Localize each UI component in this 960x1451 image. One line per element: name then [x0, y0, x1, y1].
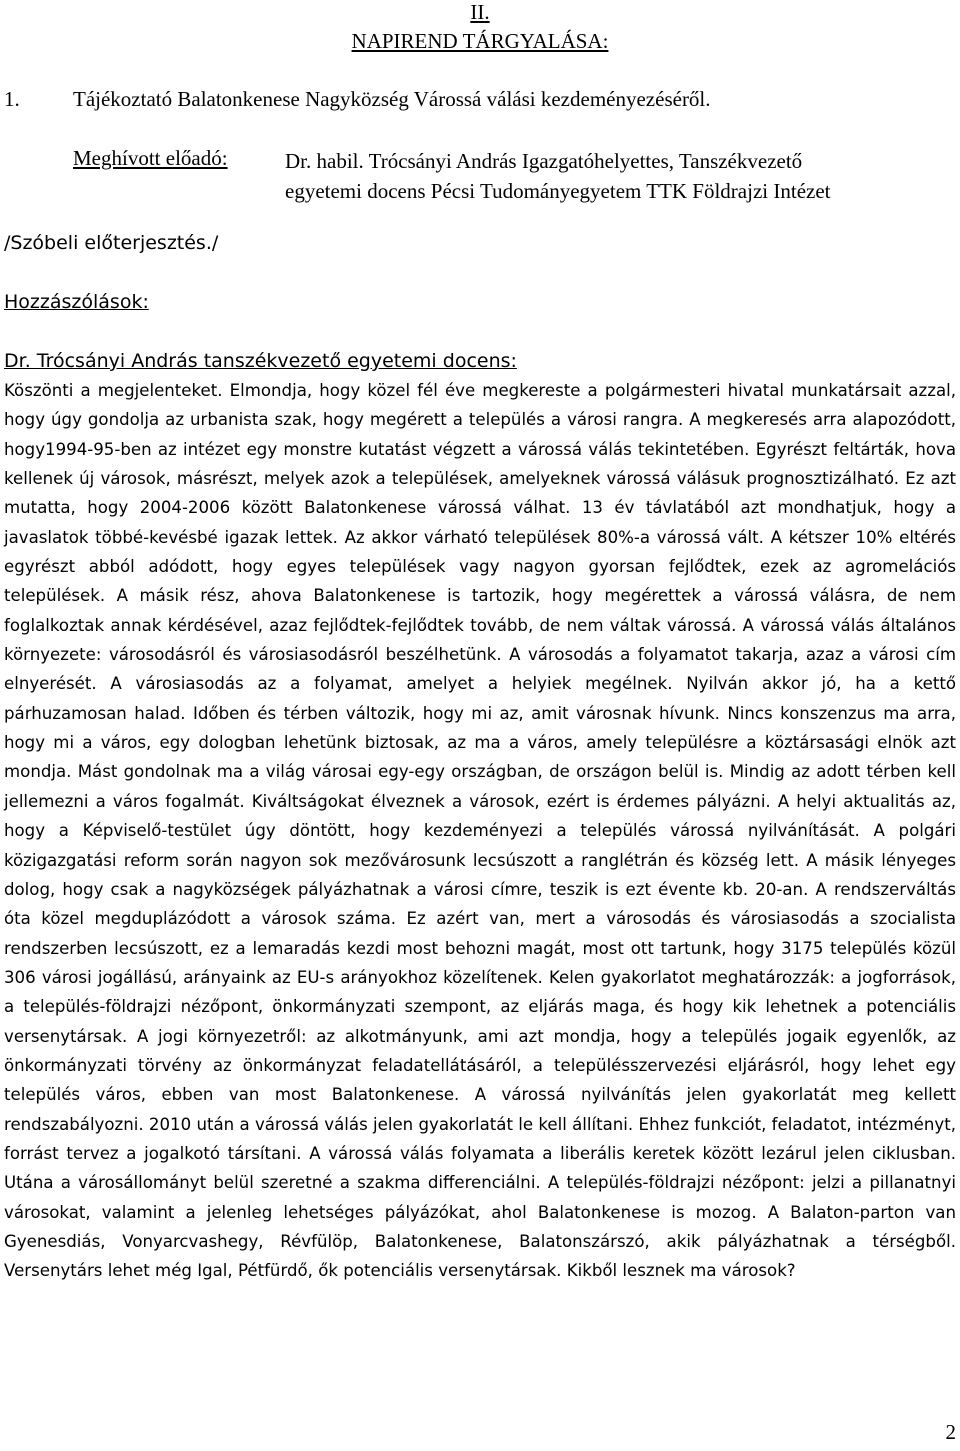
agenda-item: [4, 87, 711, 111]
page-title: NAPIREND TÁRGYALÁSA:: [351, 29, 609, 53]
invited-presenter-label: Meghívott előadó:: [73, 146, 228, 170]
section-number: II.: [470, 0, 490, 24]
presenter-name-line-2: egyetemi docens Pécsi Tudományegyetem TTK Földrajzi Intézet: [285, 179, 831, 203]
speaker-name: Dr. Trócsányi András tanszékvezető egyetemi docens:: [4, 350, 517, 372]
invited-presenter: [285, 146, 955, 206]
presenter-name-line-1: Dr. habil. Trócsányi András Igazgatóhelyettes, Tanszékvezető: [285, 149, 803, 173]
speech-body: Köszönti a megjelenteket. Elmondja, hogy közel fél éve megkereste a polgármesteri hivatal munkatársait azzal, hogy úgy gondolja az urbanista szak, hogy megérett a település a városi rangra. A megkeresés arra alapozódott, hogy1994-95-ben az intézet egy monstre kutatást végzett a várossá válás tekintetében. Egyrészt feltárták, hova kellenek új városok, másrészt, melyek azok a települések, amelyeknek várossá válásuk prognosztizálható. Ez azt mutatta, hogy 2004-2006 között Balatonkenese várossá válhat. 13 év távlatából azt mondhatjuk, hogy a javaslatok többé-kevésbé igazak lettek. Az akkor várható települések 80%-a várossá vált. A kétszer 10% eltérés egyrészt abból adódott, hogy egyes települések vagy nagyon gyorsan fejlődtek, ezek az agromelációs települések. A másik rész, ahova Balatonkenese is tartozik, hogy megérettek a várossá válásra, de nem foglalkoztak annak kérdésével, azaz fejlődtek-fejlődtek tovább, de nem váltak várossá. A várossá válás általános környezete: városodásról és városiasodásról beszélhetünk. A városodás a folyamatot takarja, azaz a városi cím elnyerését. A városiasodás az a folyamat, amelyet a helyiek megélnek. Nyilván akkor jó, ha a kettő párhuzamosan halad. Időben és térben változik, hogy mi az, amit városnak hívunk. Nincs konszenzus ma arra, hogy mi a város, egy dologban lehetünk biztosak, az ma a város, amely településre a köztársasági elnök azt mondja. Mást gondolnak ma a világ városai egy-egy országban, de országon belül is. Mindig az adott térben kell jellemezni a város fogalmát. Kiváltságokat élveznek a városok, ezért is érdemes pályázni. A helyi aktualitás az, hogy a Képviselő-testület úgy döntött, hogy kezdeményezi a település várossá nyilvánítását. A polgári közigazgatási reform során nagyon sok mezővárosunk lecsúszott a ranglétrán és község lett. A másik lényeges dolog, hogy csak a nagyközségek pályázhatnak a városi címre, teszik is ezt évente kb. 20-an. A rendszerváltás óta közel megduplázódott a városok száma. Ez azért van, mert a városodás és városiasodás a szocialista rendszerben lecsúszott, ez a lemaradás kezdi most behozni magát, most ott tartunk, hogy 3175 település közül 306 városi jogállású, arányaink az EU-s arányokhoz közelítenek. Kelen gyakorlatot meghatározzák: a jogforrások, a település-földrajzi nézőpont, önkormányzati szempont, az eljárás maga, és hogy kik lehetnek a potenciális versenytársak. A jogi környezetről: az alkotmányunk, ami azt mondja, hogy a település jogaik egyenlők, az önkormányzati törvény az önkormányzat feladatellátásáról, a településszervezési eljárásról, hogy lehet egy település város, ebben van most Balatonkenese. A várossá nyilvánítás jelen gyakorlatát meg kellett rendszabályozni. 2010 után a várossá válás jelen gyakorlatát le kell állítani. Ehhez funkciót, feladatot, intézményt, forrást tervez a jogalkotó társítani. A várossá válás folyamata a liberális keretek között lezárul jelen ciklusban. Utána a városállományt belül szeretné a szakma differenciálni. A település-földrajzi nézőpont: jelzi a pillanatnyi városokat, valamint a jelenleg lehetséges pályázókat, ahol Balatonkenese is mozog. A Balaton-parton van Gyenesdiás, Vonyarcvashegy, Révfülöp, Balatonkenese, Balatonszárszó, akik pályázhatnak a térségből. Versenytárs lehet még Igal, Pétfürdő, ők potenciális versenytársak. Kikből lesznek ma városok?: [4, 381, 956, 1281]
agenda-item-text: Tájékoztató Balatonkenese Nagyközség Várossá válási kezdeményezéséről.: [73, 87, 711, 111]
agenda-item-number: 1.: [4, 87, 20, 111]
comments-heading: Hozzászólások:: [4, 291, 149, 313]
page-number: 2: [945, 1420, 956, 1444]
oral-presentation-note: /Szóbeli előterjesztés./: [4, 232, 219, 254]
